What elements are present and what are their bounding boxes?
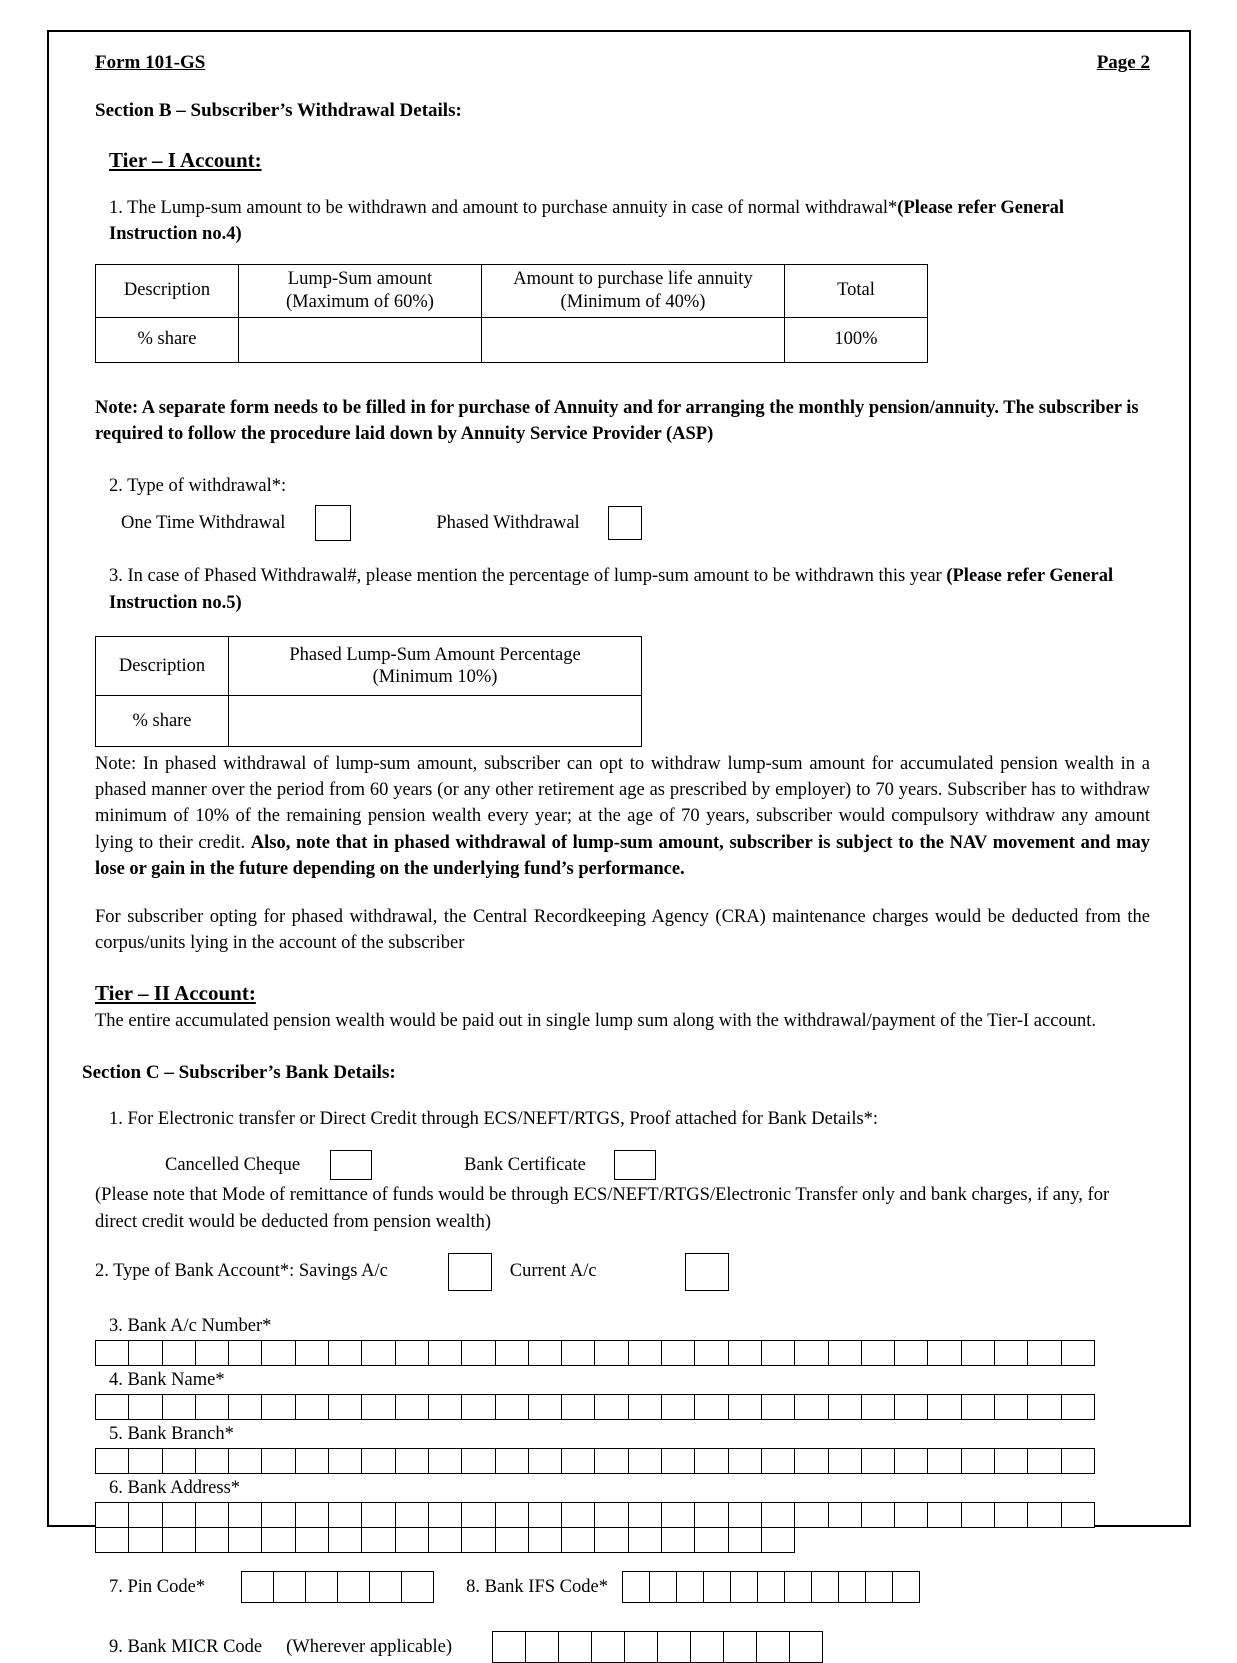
comb-cell[interactable]	[995, 1341, 1028, 1365]
tier-2-heading-wrap	[95, 981, 1150, 1008]
comb-cell[interactable]	[529, 1395, 562, 1419]
section-c-heading: Section C – Subscriber’s Bank Details:	[82, 1061, 396, 1083]
comb-cell[interactable]	[496, 1341, 529, 1365]
comb-cell[interactable]	[785, 1572, 812, 1602]
table1-header-lumpsum-line1: Lump-Sum amount	[287, 269, 433, 290]
comb-cell[interactable]	[928, 1341, 961, 1365]
comb-cell[interactable]	[695, 1449, 728, 1473]
bank-ac-number-field	[95, 1315, 1150, 1366]
table1-header-total: Total	[785, 264, 928, 317]
comb-cell[interactable]	[595, 1503, 628, 1527]
comb-cell[interactable]	[396, 1449, 429, 1473]
comb-cell[interactable]	[329, 1341, 362, 1365]
comb-cell[interactable]	[296, 1503, 329, 1527]
comb-cell[interactable]	[196, 1503, 229, 1527]
comb-cell[interactable]	[329, 1528, 362, 1552]
cra-charges-paragraph: For subscriber opting for phased withdrawal, the Central Recordkeeping Agency (CRA) maintenance charges would be deducted from the corpus/units lying in the account of the subscriber	[95, 907, 1150, 954]
comb-cell[interactable]	[296, 1341, 329, 1365]
comb-cell[interactable]	[1028, 1341, 1061, 1365]
phased-withdrawal-checkbox[interactable]	[608, 506, 642, 540]
remittance-note: (Please note that Mode of remittance of funds would be through ECS/NEFT/RTGS/Electronic Transfer only and bank charges, if any, for direct credit would be deducted from pension wealth)	[95, 1185, 1110, 1232]
question-3-bold: (Please refer General Instruction no.5)	[109, 566, 1114, 613]
comb-cell[interactable]	[396, 1503, 429, 1527]
comb-cell[interactable]	[496, 1503, 529, 1527]
one-time-withdrawal-checkbox[interactable]	[315, 505, 351, 541]
bank-certificate-checkbox[interactable]	[614, 1150, 656, 1180]
comb-cell[interactable]	[729, 1528, 762, 1552]
comb-cell[interactable]	[729, 1503, 762, 1527]
comb-cell[interactable]	[562, 1449, 595, 1473]
comb-cell[interactable]	[962, 1449, 995, 1473]
table1-value-total: 100%	[785, 317, 928, 362]
comb-cell[interactable]	[829, 1395, 862, 1419]
comb-cell[interactable]	[895, 1341, 928, 1365]
page-number-label: Page 2	[1096, 52, 1150, 73]
comb-cell[interactable]	[895, 1503, 928, 1527]
comb-cell[interactable]	[862, 1341, 895, 1365]
table-header-row	[96, 264, 928, 317]
phased-note-plain: Note: In phased withdrawal of lump-sum amount, subscriber can opt to withdraw lump-sum amount for accumulated pension wealth in a phased manner over the period from 60 years (or any other retirement age as prescribed by employer) to 70 years. Subscriber has to withdraw minimum of 10% of the remaining pension wealth every year; at the age of 70 years, subscriber would compulsory withdraw any amount lying to their credit.	[95, 753, 1150, 853]
question-1-plain: 1. The Lump-sum amount to be withdrawn and amount to purchase annuity in case of normal withdrawal*	[109, 198, 898, 218]
comb-cell[interactable]	[429, 1503, 462, 1527]
page-content	[82, 52, 1151, 1663]
comb-cell[interactable]	[695, 1503, 728, 1527]
bank-name-field	[95, 1369, 1150, 1420]
comb-cell[interactable]	[731, 1572, 758, 1602]
table2-header-percentage-line1: Phased Lump-Sum Amount Percentage	[289, 644, 581, 665]
pin-code-label: 7. Pin Code*	[109, 1576, 206, 1597]
comb-cell[interactable]	[329, 1503, 362, 1527]
comb-cell[interactable]	[662, 1528, 695, 1552]
comb-cell[interactable]	[562, 1341, 595, 1365]
comb-cell[interactable]	[329, 1449, 362, 1473]
comb-cell[interactable]	[362, 1528, 395, 1552]
comb-cell[interactable]	[862, 1503, 895, 1527]
comb-cell[interactable]	[595, 1449, 628, 1473]
table2-header-description: Description	[96, 636, 229, 695]
bank-address-input-line-2[interactable]	[95, 1528, 795, 1553]
comb-cell[interactable]	[629, 1528, 662, 1552]
comb-cell[interactable]	[629, 1503, 662, 1527]
bank-branch-field	[95, 1423, 1150, 1474]
cancelled-cheque-label: Cancelled Cheque	[165, 1154, 301, 1175]
phased-note-bold: Also, note that in phased withdrawal of lump-sum amount, subscriber is subject to the NAV movement and may lose or gain in the future depending on the underlying fund’s performance.	[95, 832, 1151, 879]
bank-certificate-label: Bank Certificate	[464, 1154, 586, 1175]
comb-cell[interactable]	[496, 1395, 529, 1419]
comb-cell[interactable]	[96, 1503, 129, 1527]
table1-header-annuity-line1: Amount to purchase life annuity	[513, 269, 753, 290]
comb-cell[interactable]	[662, 1395, 695, 1419]
bank-ac-number-input[interactable]	[95, 1340, 1095, 1366]
comb-cell[interactable]	[529, 1528, 562, 1552]
table2-row-label: % share	[96, 695, 229, 746]
question-1-bold: (Please refer General Instruction no.4)	[109, 198, 1065, 245]
comb-cell[interactable]	[829, 1503, 862, 1527]
comb-cell[interactable]	[362, 1449, 395, 1473]
bank-branch-input[interactable]	[95, 1448, 1095, 1474]
table1-header-lumpsum-line2: (Maximum of 60%)	[286, 291, 434, 312]
question-3-text	[109, 563, 1150, 616]
page-header	[95, 52, 1150, 74]
comb-cell[interactable]	[562, 1528, 595, 1552]
comb-cell[interactable]	[129, 1528, 162, 1552]
section-c-question-1-label: 1. For Electronic transfer or Direct Credit through ECS/NEFT/RTGS, Proof attached for Bank Details*:	[109, 1108, 879, 1129]
comb-cell[interactable]	[893, 1572, 920, 1602]
comb-cell[interactable]	[496, 1449, 529, 1473]
current-account-checkbox[interactable]	[685, 1253, 729, 1291]
comb-cell[interactable]	[595, 1341, 628, 1365]
comb-cell[interactable]	[526, 1632, 559, 1662]
comb-cell[interactable]	[262, 1341, 295, 1365]
tier-1-heading: Tier – I Account:	[109, 148, 262, 172]
table-header-row	[96, 636, 642, 695]
comb-cell[interactable]	[1028, 1395, 1061, 1419]
bank-address-input-line-1[interactable]	[95, 1502, 1095, 1528]
comb-cell[interactable]	[529, 1341, 562, 1365]
comb-cell[interactable]	[691, 1632, 724, 1662]
comb-cell[interactable]	[658, 1632, 691, 1662]
table2-header-percentage	[229, 636, 642, 695]
comb-cell[interactable]	[163, 1341, 196, 1365]
comb-cell[interactable]	[462, 1503, 495, 1527]
pin-and-ifs-row	[95, 1571, 1150, 1603]
form-id-label: Form 101-GS	[95, 52, 206, 73]
comb-cell[interactable]	[196, 1528, 229, 1552]
comb-cell[interactable]	[762, 1449, 795, 1473]
comb-cell[interactable]	[650, 1572, 677, 1602]
comb-cell[interactable]	[262, 1503, 295, 1527]
comb-cell[interactable]	[229, 1503, 262, 1527]
comb-cell[interactable]	[795, 1395, 828, 1419]
comb-cell[interactable]	[163, 1449, 196, 1473]
comb-cell[interactable]	[995, 1449, 1028, 1473]
comb-cell[interactable]	[229, 1395, 262, 1419]
comb-cell[interactable]	[1062, 1449, 1095, 1473]
withdrawal-type-options	[121, 505, 1150, 541]
comb-cell[interactable]	[462, 1449, 495, 1473]
comb-cell[interactable]	[429, 1449, 462, 1473]
proof-type-options	[165, 1150, 1150, 1180]
comb-cell[interactable]	[623, 1572, 650, 1602]
bank-ifs-code-input[interactable]	[622, 1571, 920, 1603]
table1-header-annuity	[482, 264, 785, 317]
comb-cell[interactable]	[370, 1572, 402, 1602]
comb-cell[interactable]	[704, 1572, 731, 1602]
bank-branch-label: 5. Bank Branch*	[109, 1424, 234, 1445]
comb-cell[interactable]	[695, 1395, 728, 1419]
comb-cell[interactable]	[724, 1632, 757, 1662]
comb-cell[interactable]	[928, 1503, 961, 1527]
bank-ifs-code-label: 8. Bank IFS Code*	[466, 1576, 608, 1597]
comb-cell[interactable]	[129, 1449, 162, 1473]
phased-withdrawal-label: Phased Withdrawal	[436, 512, 580, 533]
comb-cell[interactable]	[677, 1572, 704, 1602]
one-time-withdrawal-label: One Time Withdrawal	[121, 512, 286, 533]
comb-cell[interactable]	[129, 1395, 162, 1419]
comb-cell[interactable]	[462, 1528, 495, 1552]
comb-cell[interactable]	[296, 1395, 329, 1419]
comb-cell[interactable]	[812, 1572, 839, 1602]
comb-cell[interactable]	[1062, 1341, 1095, 1365]
comb-cell[interactable]	[96, 1395, 129, 1419]
comb-cell[interactable]	[274, 1572, 306, 1602]
table1-row-label: % share	[96, 317, 239, 362]
comb-cell[interactable]	[163, 1503, 196, 1527]
comb-cell[interactable]	[795, 1449, 828, 1473]
bank-name-input[interactable]	[95, 1394, 1095, 1420]
comb-cell[interactable]	[396, 1395, 429, 1419]
comb-cell[interactable]	[629, 1449, 662, 1473]
comb-cell[interactable]	[762, 1528, 795, 1552]
table1-input-annuity[interactable]	[482, 317, 785, 362]
comb-cell[interactable]	[762, 1395, 795, 1419]
comb-cell[interactable]	[729, 1341, 762, 1365]
comb-cell[interactable]	[196, 1341, 229, 1365]
table1-input-lumpsum[interactable]	[239, 317, 482, 362]
comb-cell[interactable]	[866, 1572, 893, 1602]
table-row	[96, 695, 642, 746]
comb-cell[interactable]	[695, 1341, 728, 1365]
comb-cell[interactable]	[1062, 1503, 1095, 1527]
comb-cell[interactable]	[895, 1449, 928, 1473]
bank-ac-number-label: 3. Bank A/c Number*	[109, 1315, 272, 1336]
comb-cell[interactable]	[462, 1395, 495, 1419]
comb-cell[interactable]	[402, 1572, 434, 1602]
comb-cell[interactable]	[529, 1449, 562, 1473]
table2-header-percentage-line2: (Minimum 10%)	[372, 666, 498, 687]
comb-cell[interactable]	[928, 1449, 961, 1473]
question-2-label: 2. Type of withdrawal*:	[109, 476, 287, 497]
comb-cell[interactable]	[242, 1572, 274, 1602]
comb-cell[interactable]	[1028, 1449, 1061, 1473]
comb-cell[interactable]	[729, 1395, 762, 1419]
bank-micr-code-label: 9. Bank MICR Code	[109, 1636, 263, 1657]
comb-cell[interactable]	[229, 1528, 262, 1552]
comb-cell[interactable]	[562, 1395, 595, 1419]
comb-cell[interactable]	[662, 1449, 695, 1473]
comb-cell[interactable]	[496, 1528, 529, 1552]
table-row	[96, 317, 928, 362]
comb-cell[interactable]	[629, 1395, 662, 1419]
comb-cell[interactable]	[695, 1528, 728, 1552]
comb-cell[interactable]	[163, 1395, 196, 1419]
section-b-heading: Section B – Subscriber’s Withdrawal Details:	[95, 100, 462, 121]
comb-cell[interactable]	[229, 1449, 262, 1473]
comb-cell[interactable]	[396, 1341, 429, 1365]
comb-cell[interactable]	[962, 1503, 995, 1527]
comb-cell[interactable]	[559, 1632, 592, 1662]
comb-cell[interactable]	[362, 1395, 395, 1419]
table2-input-percentage[interactable]	[229, 695, 642, 746]
comb-cell[interactable]	[529, 1503, 562, 1527]
comb-cell[interactable]	[829, 1449, 862, 1473]
comb-cell[interactable]	[396, 1528, 429, 1552]
phased-lumpsum-table	[95, 636, 642, 747]
comb-cell[interactable]	[196, 1449, 229, 1473]
question-3-plain: 3. In case of Phased Withdrawal#, please mention the percentage of lump-sum amount to be withdrawn this year	[109, 566, 947, 587]
comb-cell[interactable]	[96, 1449, 129, 1473]
phased-withdrawal-note	[95, 751, 1150, 882]
comb-cell[interactable]	[862, 1395, 895, 1419]
comb-cell[interactable]	[795, 1341, 828, 1365]
table1-header-description: Description	[96, 264, 239, 317]
comb-cell[interactable]	[729, 1449, 762, 1473]
comb-cell[interactable]	[329, 1395, 362, 1419]
comb-cell[interactable]	[306, 1572, 338, 1602]
comb-cell[interactable]	[229, 1341, 262, 1365]
bank-micr-code-sublabel: (Wherever applicable)	[286, 1636, 453, 1657]
comb-cell[interactable]	[592, 1632, 625, 1662]
micr-code-row	[95, 1631, 1150, 1663]
cancelled-cheque-checkbox[interactable]	[330, 1150, 372, 1180]
comb-cell[interactable]	[562, 1503, 595, 1527]
comb-cell[interactable]	[758, 1572, 785, 1602]
current-account-label: Current A/c	[509, 1261, 597, 1282]
comb-cell[interactable]	[829, 1341, 862, 1365]
table1-header-annuity-line2: (Minimum of 40%)	[560, 291, 706, 312]
comb-cell[interactable]	[163, 1528, 196, 1552]
comb-cell[interactable]	[790, 1632, 823, 1662]
comb-cell[interactable]	[962, 1395, 995, 1419]
comb-cell[interactable]	[995, 1395, 1028, 1419]
lumpsum-annuity-table	[95, 264, 928, 363]
comb-cell[interactable]	[995, 1503, 1028, 1527]
comb-cell[interactable]	[429, 1341, 462, 1365]
bank-micr-code-input[interactable]	[492, 1631, 823, 1663]
comb-cell[interactable]	[1062, 1395, 1095, 1419]
comb-cell[interactable]	[96, 1341, 129, 1365]
table1-header-lumpsum	[239, 264, 482, 317]
comb-cell[interactable]	[129, 1503, 162, 1527]
tier-2-heading: Tier – II Account:	[95, 980, 256, 1005]
pin-code-input[interactable]	[241, 1571, 434, 1603]
annuity-note: Note: A separate form needs to be filled in for purchase of Annuity and for arranging the monthly pension/annuity. The subscriber is required to follow the procedure laid down by Annuity Service Provider (ASP)	[95, 397, 1139, 444]
bank-name-label: 4. Bank Name*	[109, 1369, 225, 1390]
comb-cell[interactable]	[762, 1503, 795, 1527]
comb-cell[interactable]	[493, 1632, 526, 1662]
comb-cell[interactable]	[757, 1632, 790, 1662]
comb-cell[interactable]	[429, 1528, 462, 1552]
comb-cell[interactable]	[625, 1632, 658, 1662]
comb-cell[interactable]	[196, 1395, 229, 1419]
comb-cell[interactable]	[129, 1341, 162, 1365]
comb-cell[interactable]	[262, 1449, 295, 1473]
comb-cell[interactable]	[862, 1449, 895, 1473]
comb-cell[interactable]	[96, 1528, 129, 1552]
comb-cell[interactable]	[662, 1341, 695, 1365]
comb-cell[interactable]	[595, 1395, 628, 1419]
bank-address-label: 6. Bank Address*	[109, 1478, 241, 1499]
comb-cell[interactable]	[296, 1528, 329, 1552]
comb-cell[interactable]	[962, 1341, 995, 1365]
comb-cell[interactable]	[895, 1395, 928, 1419]
savings-account-checkbox[interactable]	[448, 1253, 492, 1291]
comb-cell[interactable]	[629, 1341, 662, 1365]
comb-cell[interactable]	[262, 1528, 295, 1552]
comb-cell[interactable]	[762, 1341, 795, 1365]
comb-cell[interactable]	[928, 1395, 961, 1419]
comb-cell[interactable]	[262, 1395, 295, 1419]
tier-1-heading-wrap	[95, 148, 1150, 195]
bank-account-type-label: 2. Type of Bank Account*: Savings A/c	[95, 1261, 388, 1282]
comb-cell[interactable]	[296, 1449, 329, 1473]
comb-cell[interactable]	[429, 1395, 462, 1419]
comb-cell[interactable]	[662, 1503, 695, 1527]
tier-2-text: The entire accumulated pension wealth would be paid out in single lump sum along with the withdrawal/payment of the Tier-I account.	[95, 1010, 1096, 1031]
question-1-text	[109, 195, 1150, 248]
bank-address-field	[95, 1477, 1150, 1553]
comb-cell[interactable]	[795, 1503, 828, 1527]
comb-cell[interactable]	[362, 1503, 395, 1527]
comb-cell[interactable]	[462, 1341, 495, 1365]
comb-cell[interactable]	[338, 1572, 370, 1602]
comb-cell[interactable]	[595, 1528, 628, 1552]
comb-cell[interactable]	[839, 1572, 866, 1602]
comb-cell[interactable]	[362, 1341, 395, 1365]
bank-account-type-row	[95, 1253, 1150, 1291]
comb-cell[interactable]	[1028, 1503, 1061, 1527]
